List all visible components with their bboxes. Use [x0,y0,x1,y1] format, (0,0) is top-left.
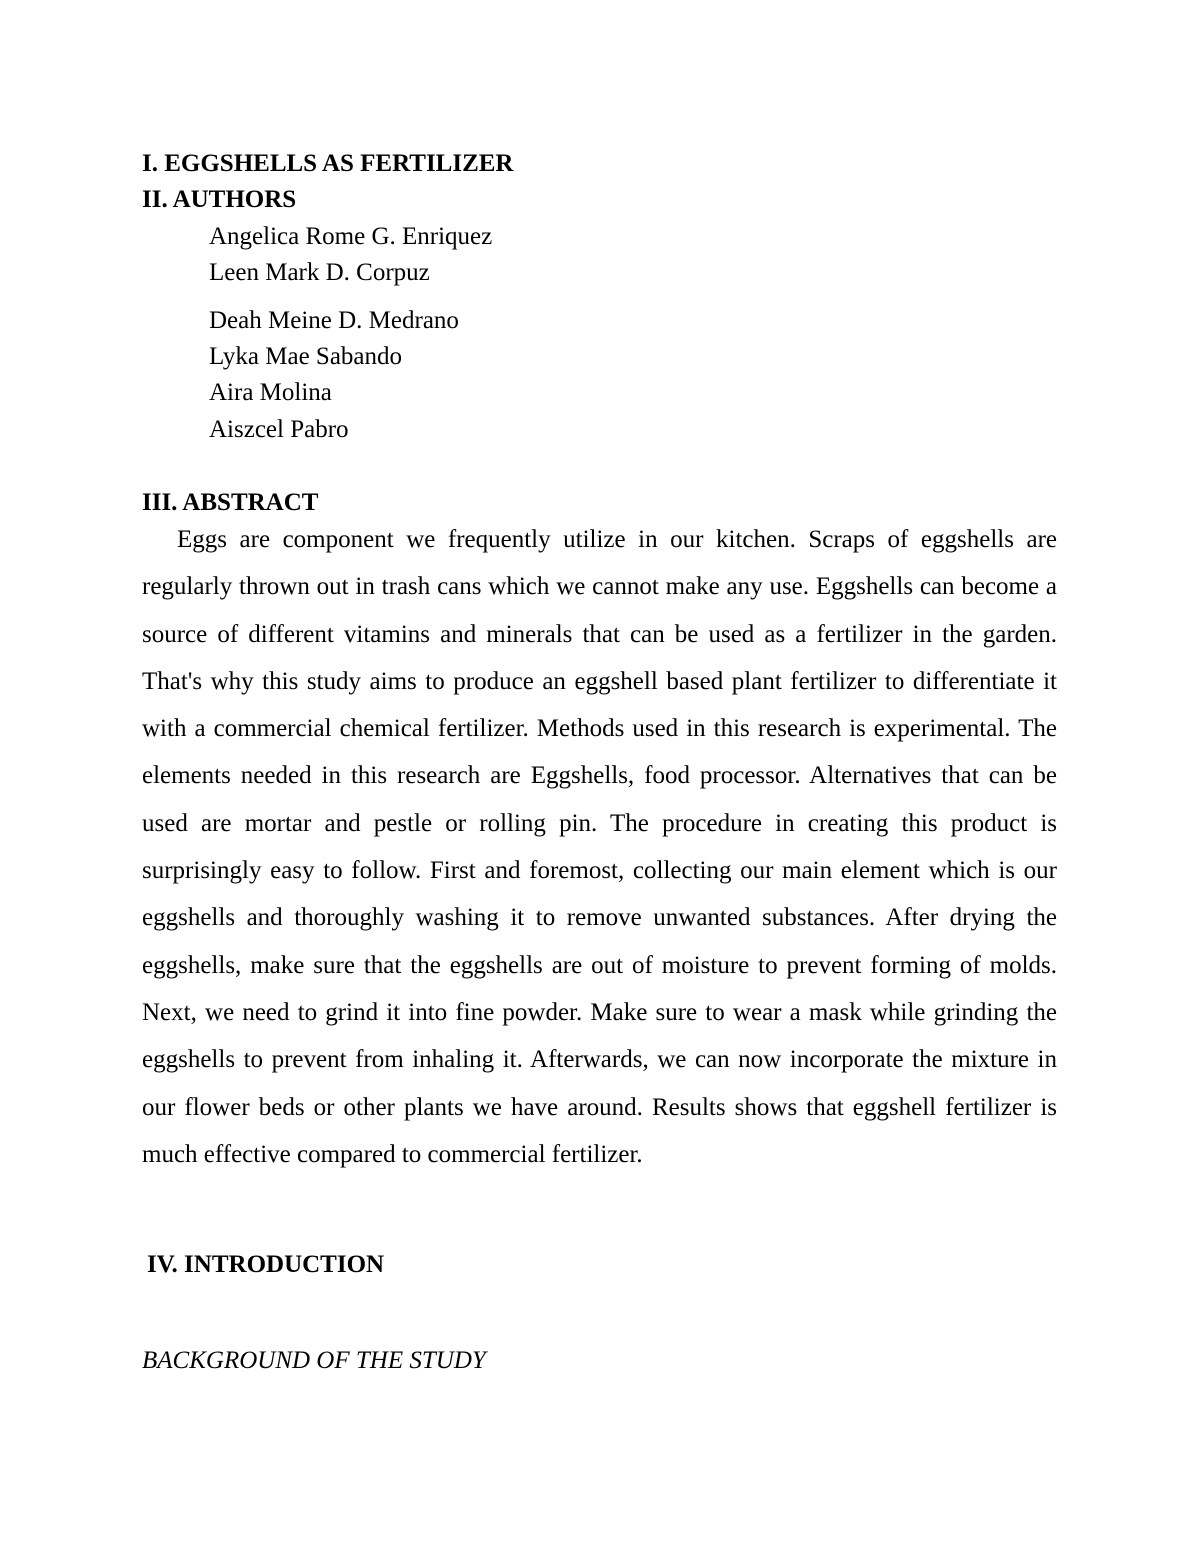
author-name: Leen Mark D. Corpuz [209,259,430,286]
author-name: Aiszcel Pabro [209,416,349,443]
introduction-heading: IV. INTRODUCTION [147,1251,385,1278]
author-name: Aira Molina [209,379,332,406]
abstract-heading: III. ABSTRACT [142,489,319,516]
authors-heading: II. AUTHORS [142,186,297,213]
document-title: I. EGGSHELLS AS FERTILIZER [142,150,514,177]
abstract-paragraph: Eggs are component we frequently utilize in our kitchen. Scraps of eggshells are regularly thrown out in trash cans which we cannot make any use. Eggshells can become a source of different vitamins and minerals that can be used as a fertilizer in the garden. That's why this study aims to produce an eggshell based plant fertilizer to differentiate it with a commercial chemical fertilizer. Methods used in this research is experimental. The elements needed in this research are Eggshells, food processor. Alternatives that can be used are mortar and pestle or rolling pin. The procedure in creating this product is surprisingly easy to follow. First and foremost, collecting our main element which is our eggshells and thoroughly washing it to remove unwanted substances. After drying the eggshells, make sure that the eggshells are out of moisture to prevent forming of molds. Next, we need to grind it into fine powder. Make sure to wear a mask while grinding the eggshells to prevent from inhaling it. Afterwards, we can now incorporate the mixture in our flower beds or other plants we have around. Results shows that eggshell fertilizer is much effective compared to commercial fertilizer. [142,526,1057,1168]
background-heading: BACKGROUND OF THE STUDY [142,1347,486,1374]
author-name: Deah Meine D. Medrano [209,307,459,334]
author-name: Angelica Rome G. Enriquez [209,223,493,250]
author-name: Lyka Mae Sabando [209,343,403,370]
